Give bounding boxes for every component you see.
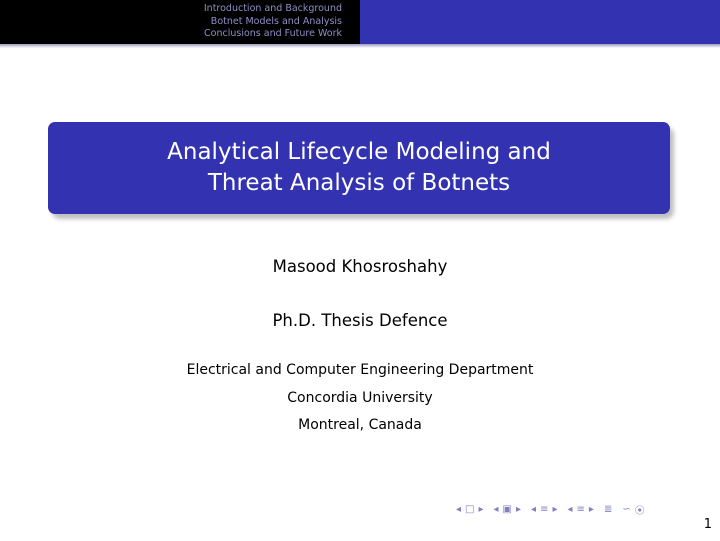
section-link-botnet-models[interactable]: Botnet Models and Analysis: [210, 15, 342, 27]
event-name: Ph.D. Thesis Defence: [272, 311, 448, 330]
subsection-icon[interactable]: ▣: [502, 504, 512, 515]
institute-block: [0, 357, 720, 440]
headline-right-panel: [360, 0, 720, 44]
author-name: Masood Khosroshahy: [272, 257, 448, 276]
institute-department: Electrical and Computer Engineering Department: [186, 362, 534, 378]
prev-frame-icon[interactable]: ◂: [456, 504, 462, 515]
prev-section-icon-2[interactable]: ◂: [567, 504, 573, 515]
next-section-icon-2[interactable]: ▸: [588, 504, 594, 515]
next-frame-icon[interactable]: ▸: [478, 504, 484, 515]
title-line-1: Analytical Lifecycle Modeling and: [167, 139, 551, 165]
next-section-icon[interactable]: ▸: [552, 504, 558, 515]
headline-bar: [0, 0, 720, 44]
section-link-introduction[interactable]: Introduction and Background: [203, 3, 342, 15]
frame-icon[interactable]: □: [465, 504, 475, 515]
title-line-2: Threat Analysis of Botnets: [207, 170, 511, 196]
institute-location: Montreal, Canada: [298, 417, 422, 433]
section-icon-2[interactable]: ≡: [576, 504, 585, 515]
section-link-conclusions[interactable]: Conclusions and Future Work: [204, 28, 342, 40]
page-number: 1: [703, 517, 712, 532]
search-icon[interactable]: ∽: [622, 504, 631, 515]
prev-subsection-icon[interactable]: ◂: [493, 504, 499, 515]
section-icon[interactable]: ≡: [540, 504, 549, 515]
section-navigation: [0, 0, 360, 44]
institute-university: Concordia University: [287, 389, 433, 406]
headline-shadow: [0, 44, 720, 48]
search-icon-2[interactable]: ⦿: [634, 506, 645, 517]
appendix-icon[interactable]: ≣: [603, 504, 613, 515]
prev-section-icon[interactable]: ◂: [531, 504, 537, 515]
title-box: [48, 122, 670, 214]
next-subsection-icon[interactable]: ▸: [516, 504, 522, 515]
navigation-symbols: [456, 502, 649, 517]
